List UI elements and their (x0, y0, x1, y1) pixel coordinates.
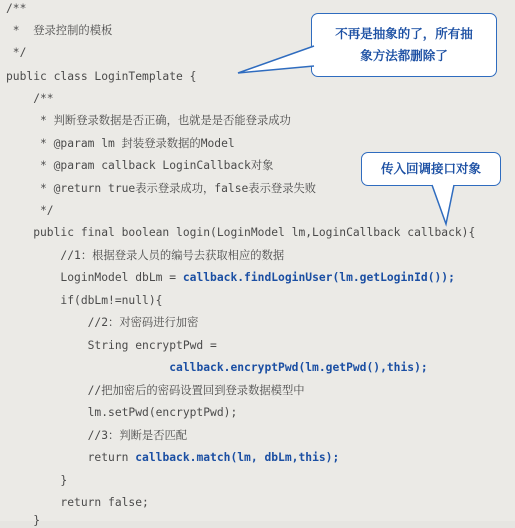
code-line (6, 249, 284, 263)
code-text: /** (6, 2, 27, 15)
code-line (6, 159, 273, 173)
code-line (6, 46, 26, 60)
code-text: } (6, 474, 68, 487)
code-text: return (6, 451, 136, 464)
code-line (6, 2, 26, 16)
code-line (6, 339, 217, 353)
code-text: return false; (6, 496, 149, 509)
callout-abstract-tail (236, 40, 316, 80)
code-line (6, 137, 235, 151)
code-text: String encryptPwd = (6, 339, 217, 352)
code-line (6, 114, 291, 128)
code-text: //3：判断是否匹配 (6, 429, 188, 442)
code-text: * @param lm 封装登录数据的Model (6, 137, 235, 150)
code-line (6, 204, 54, 218)
code-text: //2：对密码进行加密 (6, 316, 199, 329)
callout-callback-tail (428, 184, 478, 228)
callout-callback-note-text: 传入回调接口对象 (380, 161, 481, 176)
code-line (6, 24, 112, 38)
code-highlight: callback.findLoginUser(lm.getLoginId()); (182, 271, 455, 284)
code-line (6, 294, 162, 308)
callout-abstract-note (311, 13, 497, 77)
code-highlight: callback.match(lm, dbLm,this); (135, 451, 340, 464)
code-text: public class LoginTemplate { (6, 70, 197, 83)
callout-abstract-note-line1: 不再是抽象的了，所有抽 (335, 26, 473, 41)
code-highlight: callback.encryptPwd(lm.getPwd(),this); (169, 361, 428, 374)
code-text: * 登录控制的模板 (6, 24, 113, 37)
code-text (6, 361, 169, 374)
code-line (6, 226, 475, 240)
code-line (6, 361, 428, 375)
code-text: lm.setPwd(encryptPwd); (6, 406, 238, 419)
code-text: * @param callback LoginCallback对象 (6, 159, 274, 172)
code-line (6, 496, 149, 510)
code-text: public final boolean login(LoginModel lm,LoginCallback callback){ (6, 226, 476, 239)
callout-abstract-note-line2: 象方法都删除了 (360, 48, 448, 63)
code-text: * 判断登录数据是否正确，也就是是否能登录成功 (6, 114, 291, 127)
code-text: //1：根据登录人员的编号去获取相应的数据 (6, 249, 285, 262)
code-line (6, 182, 316, 196)
code-text: * @return true表示登录成功，false表示登录失败 (6, 182, 317, 195)
code-text: */ (6, 204, 54, 217)
code-text: } (6, 514, 41, 527)
code-text: //把加密后的密码设置回到登录数据模型中 (6, 384, 305, 397)
code-text: /** (6, 92, 54, 105)
code-line (6, 384, 305, 398)
code-line (6, 70, 196, 84)
code-text: if(dbLm!=null){ (6, 294, 163, 307)
code-line (6, 406, 237, 420)
callout-callback-note (361, 152, 501, 186)
code-text: LoginModel dbLm = (6, 271, 183, 284)
code-line (6, 271, 455, 285)
code-text: */ (6, 46, 27, 59)
code-line (6, 474, 67, 488)
code-line (6, 514, 40, 528)
code-line (6, 92, 54, 106)
code-line (6, 316, 198, 330)
code-line (6, 429, 187, 443)
code-line (6, 451, 339, 465)
